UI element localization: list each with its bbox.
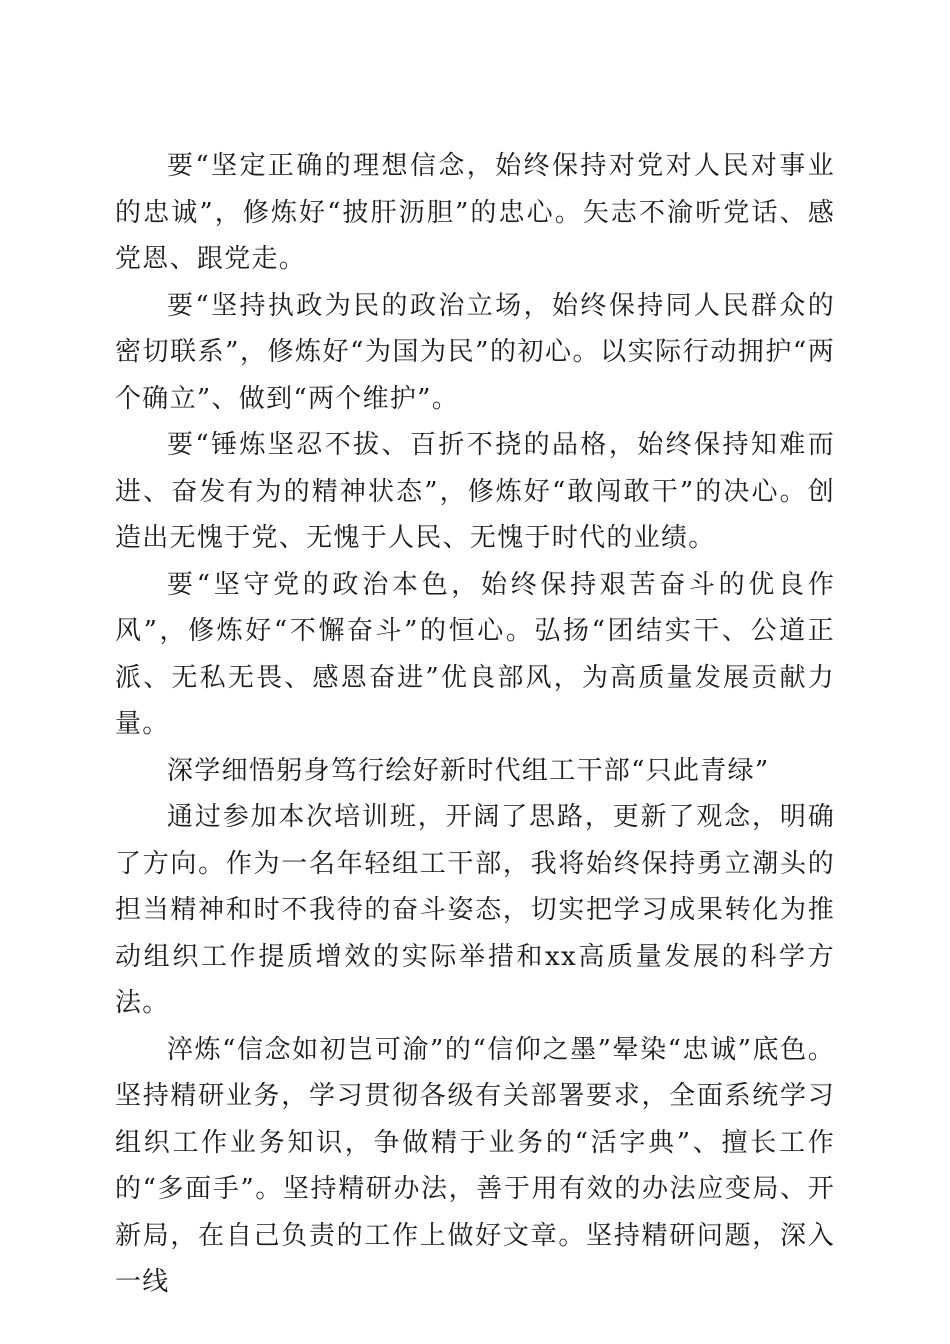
- paragraph-1: 要“坚定正确的理想信念，始终保持对党对人民对事业的忠诚”，修炼好“披肝沥胆”的忠心。矢志不渝听党话、感党恩、跟党走。: [115, 151, 835, 274]
- paragraph-5: 通过参加本次培训班，开阔了思路，更新了观念，明确了方向。作为一名年轻组工干部，我将始终保持勇立潮头的担当精神和时不我待的奋斗姿态，切实把学习成果转化为推动组织工作提质增效的实际举措和xx高质量发展的科学方法。: [115, 802, 835, 1018]
- paragraph-3: 要“锤炼坚忍不拔、百折不挠的品格，始终保持知难而进、奋发有为的精神状态”，修炼好“敢闯敢干”的决心。创造出无愧于党、无愧于人民、无愧于时代的业绩。: [115, 430, 835, 553]
- paragraph-6: 淬炼“信念如初岂可渝”的“信仰之墨”晕染“忠诚”底色。坚持精研业务，学习贯彻各级有关部署要求，全面系统学习组织工作业务知识，争做精于业务的“活字典”、擅长工作的“多面手”。坚持精研办法，善于用有效的办法应变局、开新局，在自己负责的工作上做好文章。坚持精研问题，深入一线: [115, 1034, 835, 1297]
- document-body: [115, 143, 835, 1306]
- section-heading: 深学细悟躬身笃行绘好新时代组工干部“只此青绿”: [167, 755, 770, 786]
- paragraph-2: 要“坚持执政为民的政治立场，始终保持同人民群众的密切联系”，修炼好“为国为民”的初心。以实际行动拥护“两个确立”、做到“两个维护”。: [115, 290, 835, 414]
- paragraph-4: 要“坚守党的政治本色，始终保持艰苦奋斗的优良作风”，修炼好“不懈奋斗”的恒心。弘扬“团结实干、公道正派、无私无畏、感恩奋进”优良部风，为高质量发展贡献力量。: [115, 569, 835, 739]
